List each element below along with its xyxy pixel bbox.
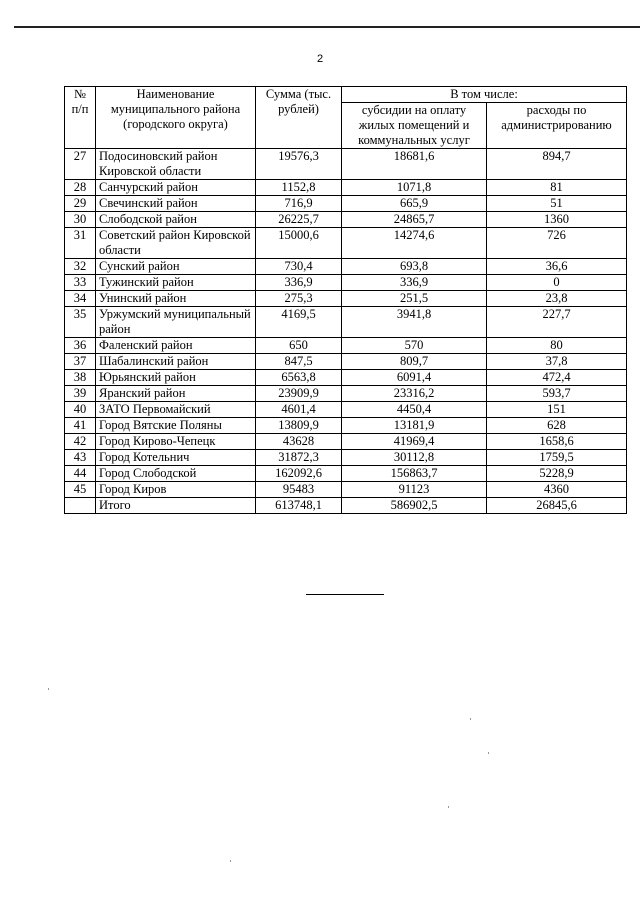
row-number: 34: [65, 291, 96, 307]
row-subsidies: 14274,6: [342, 228, 487, 259]
header-row: [65, 87, 627, 103]
table-row: [65, 338, 627, 354]
top-rule: [14, 26, 640, 28]
total-num-blank: [65, 498, 96, 514]
row-name: Тужинский район: [96, 275, 256, 291]
row-subsidies: 693,8: [342, 259, 487, 275]
row-admin: 1759,5: [487, 450, 627, 466]
row-subsidies: 91123: [342, 482, 487, 498]
total-subsidies: 586902,5: [342, 498, 487, 514]
row-sum: 6563,8: [256, 370, 342, 386]
header-admin: расходы по администрированию: [487, 103, 627, 149]
row-sum: 847,5: [256, 354, 342, 370]
row-subsidies: 570: [342, 338, 487, 354]
row-number: 40: [65, 402, 96, 418]
row-sum: 26225,7: [256, 212, 342, 228]
row-name: Унинский район: [96, 291, 256, 307]
row-name: Слободской район: [96, 212, 256, 228]
row-admin: 628: [487, 418, 627, 434]
table-row: [65, 149, 627, 180]
row-subsidies: 23316,2: [342, 386, 487, 402]
row-admin: 81: [487, 180, 627, 196]
row-number: 36: [65, 338, 96, 354]
table-row: [65, 418, 627, 434]
row-number: 43: [65, 450, 96, 466]
row-admin: 23,8: [487, 291, 627, 307]
row-subsidies: 809,7: [342, 354, 487, 370]
row-name: Яранский район: [96, 386, 256, 402]
table-row: [65, 228, 627, 259]
row-name: Юрьянский район: [96, 370, 256, 386]
row-name: Подосиновский район Кировской области: [96, 149, 256, 180]
row-number: 45: [65, 482, 96, 498]
row-name: Санчурский район: [96, 180, 256, 196]
row-subsidies: 41969,4: [342, 434, 487, 450]
row-admin: 0: [487, 275, 627, 291]
row-number: 30: [65, 212, 96, 228]
row-number: 31: [65, 228, 96, 259]
table-row: [65, 354, 627, 370]
row-subsidies: 3941,8: [342, 307, 487, 338]
row-subsidies: 665,9: [342, 196, 487, 212]
row-subsidies: 13181,9: [342, 418, 487, 434]
table-body: [65, 87, 627, 514]
row-admin: 80: [487, 338, 627, 354]
table-row: [65, 402, 627, 418]
row-number: 28: [65, 180, 96, 196]
header-including: В том числе:: [342, 87, 627, 103]
table-row: [65, 180, 627, 196]
row-sum: 275,3: [256, 291, 342, 307]
row-sum: 23909,9: [256, 386, 342, 402]
page-number: 2: [316, 53, 324, 65]
row-name: Фаленский район: [96, 338, 256, 354]
table-row: [65, 275, 627, 291]
row-number: 35: [65, 307, 96, 338]
table-row: [65, 212, 627, 228]
row-sum: 19576,3: [256, 149, 342, 180]
row-subsidies: 4450,4: [342, 402, 487, 418]
row-sum: 4601,4: [256, 402, 342, 418]
row-admin: 1658,6: [487, 434, 627, 450]
table-row: [65, 259, 627, 275]
table-row: [65, 370, 627, 386]
row-name: ЗАТО Первомайский: [96, 402, 256, 418]
total-label: Итого: [96, 498, 256, 514]
row-subsidies: 1071,8: [342, 180, 487, 196]
row-sum: 650: [256, 338, 342, 354]
scan-speck: [470, 718, 471, 720]
row-subsidies: 18681,6: [342, 149, 487, 180]
row-admin: 593,7: [487, 386, 627, 402]
header-num: № п/п: [65, 87, 96, 149]
row-sum: 43628: [256, 434, 342, 450]
row-number: 41: [65, 418, 96, 434]
table-row: [65, 482, 627, 498]
table-row: [65, 450, 627, 466]
row-admin: 726: [487, 228, 627, 259]
row-name: Сунский район: [96, 259, 256, 275]
row-number: 33: [65, 275, 96, 291]
row-subsidies: 336,9: [342, 275, 487, 291]
row-subsidies: 6091,4: [342, 370, 487, 386]
row-admin: 5228,9: [487, 466, 627, 482]
table-row: [65, 434, 627, 450]
row-name: Город Котельнич: [96, 450, 256, 466]
table-row: [65, 196, 627, 212]
row-number: 42: [65, 434, 96, 450]
row-sum: 716,9: [256, 196, 342, 212]
row-name: Шабалинский район: [96, 354, 256, 370]
scan-speck: [48, 688, 49, 690]
table-row: [65, 386, 627, 402]
row-name: Уржумский муниципальный район: [96, 307, 256, 338]
header-subsidies: субсидии на оплату жилых помещений и коммунальных услуг: [342, 103, 487, 149]
row-subsidies: 251,5: [342, 291, 487, 307]
row-sum: 95483: [256, 482, 342, 498]
row-name: Город Вятские Поляны: [96, 418, 256, 434]
row-admin: 37,8: [487, 354, 627, 370]
row-sum: 4169,5: [256, 307, 342, 338]
row-sum: 13809,9: [256, 418, 342, 434]
table-row: [65, 307, 627, 338]
table-row: [65, 466, 627, 482]
budget-table: [64, 86, 627, 514]
total-row: [65, 498, 627, 514]
table-row: [65, 291, 627, 307]
header-name: Наименование муниципального района (городского округа): [96, 87, 256, 149]
row-number: 39: [65, 386, 96, 402]
row-admin: 151: [487, 402, 627, 418]
row-admin: 227,7: [487, 307, 627, 338]
row-number: 38: [65, 370, 96, 386]
total-admin: 26845,6: [487, 498, 627, 514]
row-subsidies: 30112,8: [342, 450, 487, 466]
row-subsidies: 24865,7: [342, 212, 487, 228]
bottom-rule: [306, 594, 384, 595]
scan-speck: [488, 752, 489, 754]
row-sum: 730,4: [256, 259, 342, 275]
scan-speck: [230, 860, 231, 862]
total-sum: 613748,1: [256, 498, 342, 514]
row-admin: 894,7: [487, 149, 627, 180]
row-name: Город Кирово-Чепецк: [96, 434, 256, 450]
row-sum: 336,9: [256, 275, 342, 291]
row-number: 32: [65, 259, 96, 275]
row-admin: 36,6: [487, 259, 627, 275]
row-sum: 31872,3: [256, 450, 342, 466]
scan-speck: [448, 806, 449, 808]
row-name: Город Киров: [96, 482, 256, 498]
row-number: 27: [65, 149, 96, 180]
row-admin: 472,4: [487, 370, 627, 386]
row-admin: 51: [487, 196, 627, 212]
header-sum: Сумма (тыс. рублей): [256, 87, 342, 149]
row-number: 37: [65, 354, 96, 370]
row-name: Советский район Кировской области: [96, 228, 256, 259]
row-name: Свечинский район: [96, 196, 256, 212]
row-number: 44: [65, 466, 96, 482]
row-admin: 4360: [487, 482, 627, 498]
row-subsidies: 156863,7: [342, 466, 487, 482]
row-sum: 162092,6: [256, 466, 342, 482]
row-admin: 1360: [487, 212, 627, 228]
row-sum: 1152,8: [256, 180, 342, 196]
row-name: Город Слободской: [96, 466, 256, 482]
row-number: 29: [65, 196, 96, 212]
row-sum: 15000,6: [256, 228, 342, 259]
